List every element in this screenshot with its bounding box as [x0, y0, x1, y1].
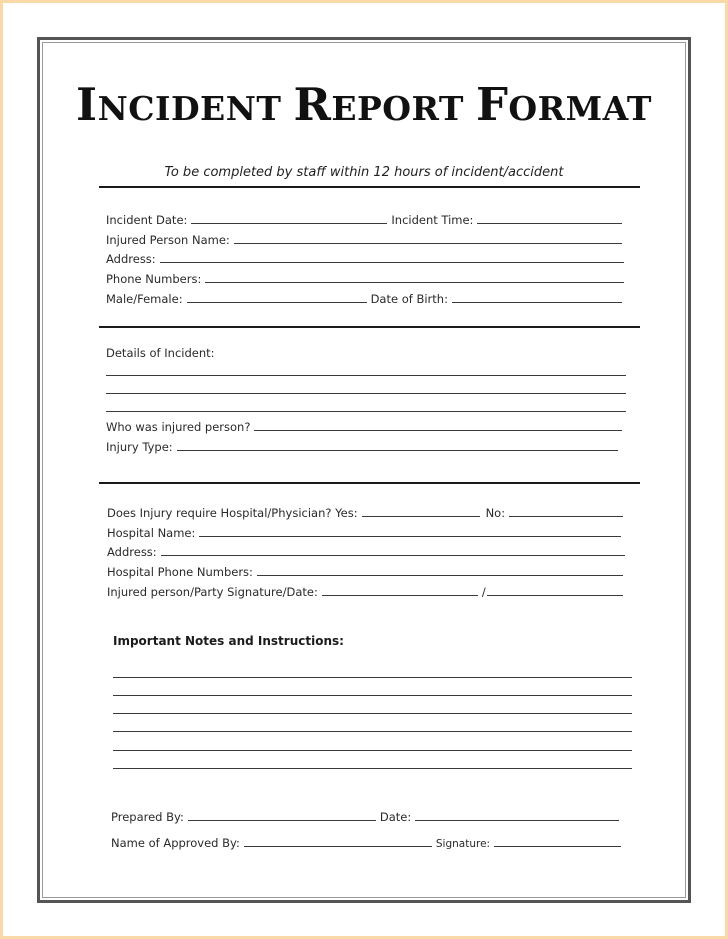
injured-person-name-label: Injured Person Name:	[106, 233, 230, 247]
date-of-birth-field[interactable]	[452, 302, 622, 303]
incident-time-label: Incident Time:	[391, 213, 474, 227]
phone-numbers-field[interactable]	[205, 282, 624, 283]
incident-time-field[interactable]	[477, 223, 622, 224]
approver-signature-field[interactable]	[494, 846, 621, 847]
address-field[interactable]	[160, 262, 624, 263]
row-who-was-injured	[106, 418, 626, 434]
signature-date-slash: /	[481, 585, 486, 599]
who-was-injured-label: Who was injured person?	[106, 420, 251, 434]
hospital-phone-label: Hospital Phone Numbers:	[107, 565, 253, 579]
incident-date-label: Incident Date:	[106, 213, 188, 227]
row-details-of-incident	[106, 344, 626, 360]
hospital-name-label: Hospital Name:	[107, 526, 196, 540]
injury-type-field[interactable]	[177, 450, 618, 451]
notes-heading: Important Notes and Instructions:	[113, 634, 344, 648]
address-label: Address:	[106, 252, 156, 266]
approved-by-field[interactable]	[244, 846, 432, 847]
row-hospital-phone	[107, 563, 627, 579]
signature-date-field[interactable]	[487, 595, 623, 596]
injury-type-label: Injury Type:	[106, 440, 173, 454]
page-title: INCIDENT REPORT FORMAT	[76, 78, 652, 131]
injured-person-name-field[interactable]	[234, 243, 622, 244]
section-divider-1	[99, 326, 640, 328]
hospital-yes-field[interactable]	[362, 516, 480, 517]
hospital-required-label: Does Injury require Hospital/Physician? Yes:	[107, 506, 358, 520]
hospital-address-label: Address:	[107, 545, 157, 559]
notes-line-1[interactable]	[113, 677, 632, 678]
row-prepared-by	[111, 808, 623, 824]
details-of-incident-label: Details of Incident:	[106, 346, 215, 360]
row-hospital-name	[107, 524, 625, 540]
male-female-field[interactable]	[187, 302, 367, 303]
subtitle: To be completed by staff within 12 hours of incident/accident	[164, 165, 564, 180]
row-injured-person-name	[106, 231, 626, 247]
footer-date-label: Date:	[379, 810, 412, 824]
who-was-injured-field[interactable]	[254, 430, 622, 431]
row-injury-type	[106, 438, 622, 454]
row-hospital-required	[107, 504, 627, 520]
notes-line-3[interactable]	[113, 713, 632, 714]
row-approved-by	[111, 834, 625, 850]
prepared-by-label: Prepared By:	[111, 810, 184, 824]
section-divider-2	[99, 482, 640, 484]
date-of-birth-label: Date of Birth:	[370, 292, 448, 306]
signature-date-label: Injured person/Party Signature/Date:	[107, 585, 318, 599]
footer-date-field[interactable]	[415, 820, 619, 821]
phone-numbers-label: Phone Numbers:	[106, 272, 202, 286]
details-line-2[interactable]	[106, 393, 626, 394]
row-incident-date-time	[106, 211, 626, 227]
notes-line-4[interactable]	[113, 731, 632, 732]
approved-by-label: Name of Approved By:	[111, 836, 240, 850]
row-gender-dob	[106, 290, 626, 306]
section-divider-top	[99, 186, 640, 188]
notes-line-2[interactable]	[113, 695, 632, 696]
row-hospital-address	[107, 543, 629, 559]
hospital-phone-field[interactable]	[257, 575, 623, 576]
hospital-address-field[interactable]	[161, 555, 625, 556]
row-signature-date	[107, 583, 627, 599]
notes-line-6[interactable]	[113, 768, 632, 769]
notes-line-5[interactable]	[113, 750, 632, 751]
details-line-3[interactable]	[106, 411, 626, 412]
hospital-no-field[interactable]	[509, 516, 623, 517]
signature-label: Signature:	[435, 838, 491, 850]
incident-date-field[interactable]	[191, 223, 387, 224]
hospital-name-field[interactable]	[199, 536, 621, 537]
male-female-label: Male/Female:	[106, 292, 183, 306]
signature-field[interactable]	[322, 595, 478, 596]
prepared-by-field[interactable]	[188, 820, 376, 821]
details-line-1[interactable]	[106, 375, 626, 376]
row-address	[106, 250, 628, 266]
hospital-no-label: No:	[485, 506, 506, 520]
row-phone-numbers	[106, 270, 628, 286]
